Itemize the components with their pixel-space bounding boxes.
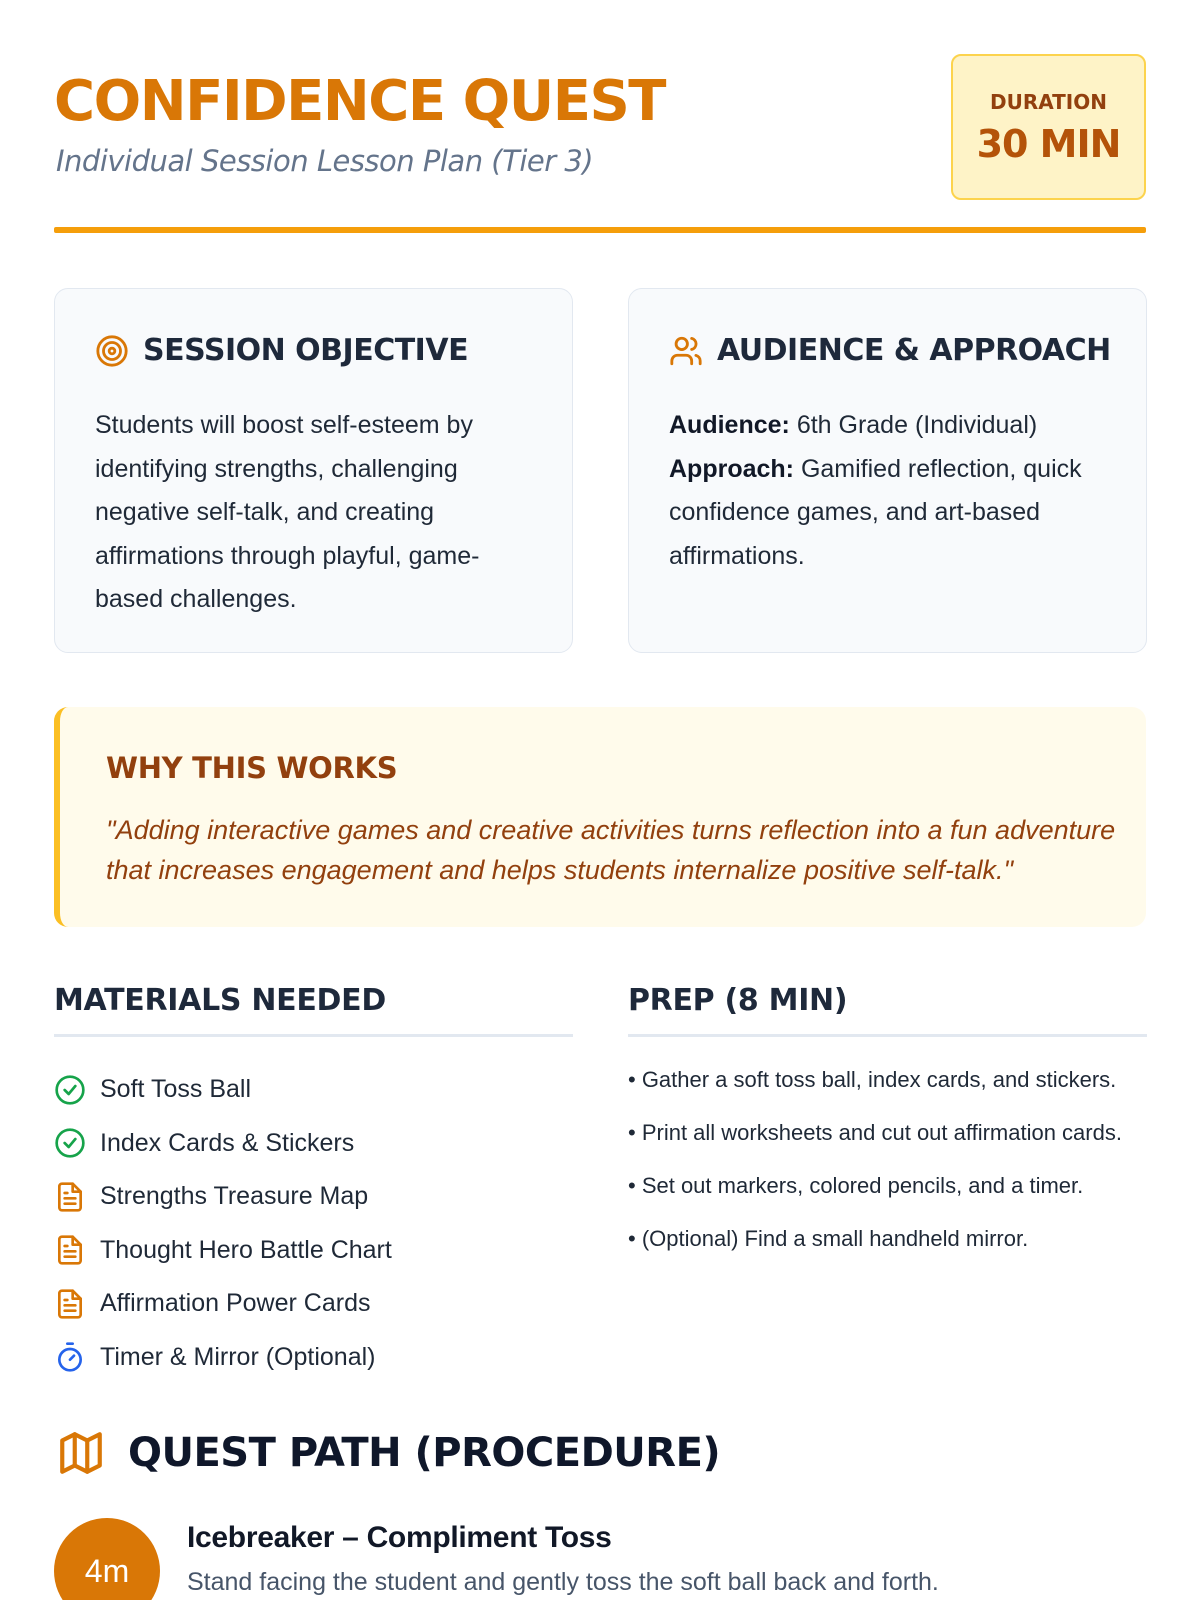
list-item: • (Optional) Find a small handheld mirror. xyxy=(628,1226,1029,1251)
material-label: Index Cards & Stickers xyxy=(100,1128,355,1157)
stopwatch-icon xyxy=(54,1341,86,1373)
audience-card xyxy=(628,288,1147,653)
duration-label: DURATION xyxy=(990,90,1107,114)
step-title: Icebreaker – Compliment Toss xyxy=(187,1521,612,1554)
document-icon xyxy=(54,1181,86,1213)
list-item: • Gather a soft toss ball, index cards, and stickers. xyxy=(628,1067,1117,1092)
why-title: WHY THIS WORKS xyxy=(106,751,398,785)
material-label: Affirmation Power Cards xyxy=(100,1289,371,1318)
approach-line xyxy=(669,448,1109,579)
why-this-works-callout xyxy=(54,707,1146,927)
list-item xyxy=(54,1117,573,1171)
material-label: Soft Toss Ball xyxy=(100,1075,252,1104)
step-description: Stand facing the student and gently toss the soft ball back and forth. xyxy=(187,1568,939,1596)
target-icon xyxy=(95,334,129,368)
procedure-heading xyxy=(56,1428,720,1478)
material-label: Thought Hero Battle Chart xyxy=(100,1235,392,1264)
duration-badge xyxy=(951,54,1146,200)
why-quote: "Adding interactive games and creative activities turns reflection into a fun adventure that increases engagement and helps students internalize positive self-talk." xyxy=(106,815,1116,885)
objective-card xyxy=(54,288,573,653)
list-item xyxy=(54,1224,573,1278)
prep-list xyxy=(628,1063,1147,1275)
document-icon xyxy=(54,1288,86,1320)
audience-title: AUDIENCE & APPROACH xyxy=(717,333,1111,368)
page-header xyxy=(54,52,1146,234)
audience-value: 6th Grade (Individual) xyxy=(796,411,1038,439)
materials-heading: MATERIALS NEEDED xyxy=(54,983,573,1037)
approach-label: Approach: xyxy=(669,454,794,483)
step-time-badge: 4m xyxy=(54,1518,160,1600)
material-label: Strengths Treasure Map xyxy=(100,1182,369,1211)
materials-list xyxy=(54,1063,573,1384)
list-item xyxy=(54,1170,573,1224)
prep-heading: PREP (8 MIN) xyxy=(628,983,1147,1037)
check-circle-icon xyxy=(54,1127,86,1159)
users-icon xyxy=(669,334,703,368)
duration-value: 30 MIN xyxy=(976,122,1121,166)
audience-label: Audience: xyxy=(669,411,790,439)
material-label: Timer & Mirror (Optional) xyxy=(100,1342,376,1371)
procedure-title: QUEST PATH (PROCEDURE) xyxy=(128,1430,721,1476)
objective-text: Students will boost self-esteem by identifying strengths, challenging negative self-talk, and creating affirmations through playful, game-based challenges. xyxy=(95,411,480,613)
header-divider xyxy=(54,227,1146,233)
page-title: CONFIDENCE QUEST xyxy=(54,69,665,134)
map-icon xyxy=(56,1428,106,1478)
list-item: • Print all worksheets and cut out affirmation cards. xyxy=(628,1120,1122,1145)
list-item xyxy=(54,1331,573,1385)
audience-line xyxy=(669,404,1109,448)
list-item xyxy=(54,1277,573,1331)
objective-heading xyxy=(95,333,468,368)
audience-heading xyxy=(669,333,1111,368)
document-icon xyxy=(54,1234,86,1266)
check-circle-icon xyxy=(54,1074,86,1106)
list-item xyxy=(54,1063,573,1117)
audience-body xyxy=(669,404,1109,578)
approach-value: Gamified reflection, quick confidence games, and art-based affirmations. xyxy=(669,454,1082,570)
page-subtitle: Individual Session Lesson Plan (Tier 3) xyxy=(56,144,594,178)
list-item: • Set out markers, colored pencils, and a timer. xyxy=(628,1173,1084,1198)
objective-title: SESSION OBJECTIVE xyxy=(143,333,469,368)
